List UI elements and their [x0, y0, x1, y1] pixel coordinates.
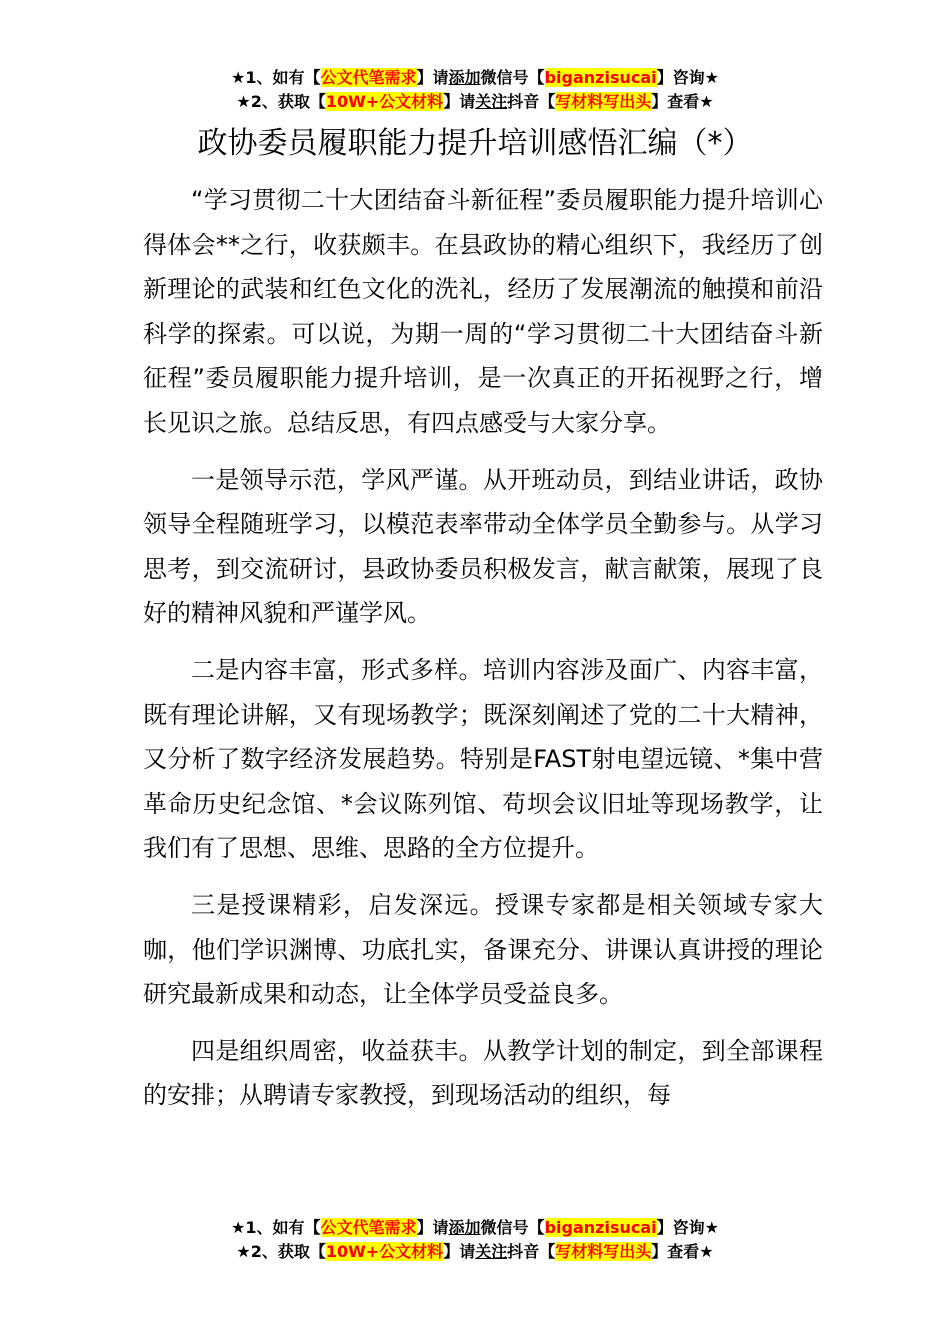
- promo-underline: 添加: [448, 68, 481, 87]
- promo-highlight: 公文代笔需求: [320, 68, 417, 87]
- promo-text: ★2、获取【: [236, 1242, 326, 1261]
- promo-text: 微信号【: [480, 68, 545, 87]
- promo-banner-top: [0, 66, 950, 114]
- paragraph-point-2: 二是内容丰富，形式多样。培训内容涉及面广、内容丰富，既有理论讲解，又有现场教学；既深刻阐述了党的二十大精神，又分析了数字经济发展趋势。特别是FAST射电望远镜、*集中营革命历史纪念馆、*会议陈列馆、苟坝会议旧址等现场教学，让我们有了思想、思维、思路的全方位提升。: [143, 655, 823, 863]
- promo-text: ★1、如有【: [231, 1218, 321, 1237]
- promo-highlight: 公文代笔需求: [320, 1218, 417, 1237]
- promo-underline: 关注: [475, 92, 508, 111]
- promo-text: 】请: [416, 68, 449, 87]
- promo-text: ★1、如有【: [231, 68, 321, 87]
- promo-text: 抖音【: [507, 1242, 556, 1261]
- promo-banner-bottom: [0, 1216, 950, 1264]
- promo-text: 】查看★: [651, 92, 714, 111]
- promo-line-2: [0, 1240, 950, 1264]
- promo-text: 】请: [443, 1242, 476, 1261]
- promo-text: 】查看★: [651, 1242, 714, 1261]
- promo-highlight-douyin: 写材料写出头: [555, 92, 652, 111]
- promo-underline: 关注: [475, 1242, 508, 1261]
- promo-text: 】咨询★: [656, 1218, 719, 1237]
- paragraph-point-3: 三是授课精彩，启发深远。授课专家都是相关领域专家大咖，他们学识渊博、功底扎实，备课充分、讲课认真讲授的理论研究最新成果和动态，让全体学员受益良多。: [143, 890, 823, 1009]
- promo-underline: 添加: [448, 1218, 481, 1237]
- promo-text: 微信号【: [480, 1218, 545, 1237]
- promo-highlight-douyin: 写材料写出头: [555, 1242, 652, 1261]
- paragraph-intro: “学习贯彻二十大团结奋斗新征程”委员履职能力提升培训心得体会**之行，收获颇丰。在县政协的精心组织下，我经历了创新理论的武装和红色文化的洗礼，经历了发展潮流的触摸和前沿科学的探索。可以说，为期一周的“学习贯彻二十大团结奋斗新征程”委员履职能力提升培训，是一次真正的开拓视野之行，增长见识之旅。总结反思，有四点感受与大家分享。: [143, 186, 823, 437]
- promo-line-1: [0, 1216, 950, 1240]
- document-body: [143, 178, 823, 1130]
- paragraph-point-4: 四是组织周密，收益获丰。从教学计划的制定，到全部课程的安排；从聘请专家教授，到现场活动的组织，每: [143, 1036, 823, 1110]
- promo-text: 抖音【: [507, 92, 556, 111]
- promo-line-2: [0, 90, 950, 114]
- document-title: 政协委员履职能力提升培训感悟汇编（*）: [197, 126, 753, 161]
- promo-line-1: [0, 66, 950, 90]
- promo-text: ★2、获取【: [236, 92, 326, 111]
- promo-highlight: 10W+公文材料: [325, 92, 444, 111]
- promo-text: 】请: [416, 1218, 449, 1237]
- paragraph-point-1: 一是领导示范，学风严谨。从开班动员，到结业讲话，政协领导全程随班学习，以模范表率带动全体学员全勤参与。从学习思考，到交流研讨，县政协委员积极发言，献言献策，展现了良好的精神风貌和严谨学风。: [143, 465, 823, 628]
- promo-highlight: 10W+公文材料: [325, 1242, 444, 1261]
- promo-highlight-wechat: biganzisucai: [544, 1218, 657, 1237]
- promo-text: 】请: [443, 92, 476, 111]
- promo-text: 】咨询★: [656, 68, 719, 87]
- promo-highlight-wechat: biganzisucai: [544, 68, 657, 87]
